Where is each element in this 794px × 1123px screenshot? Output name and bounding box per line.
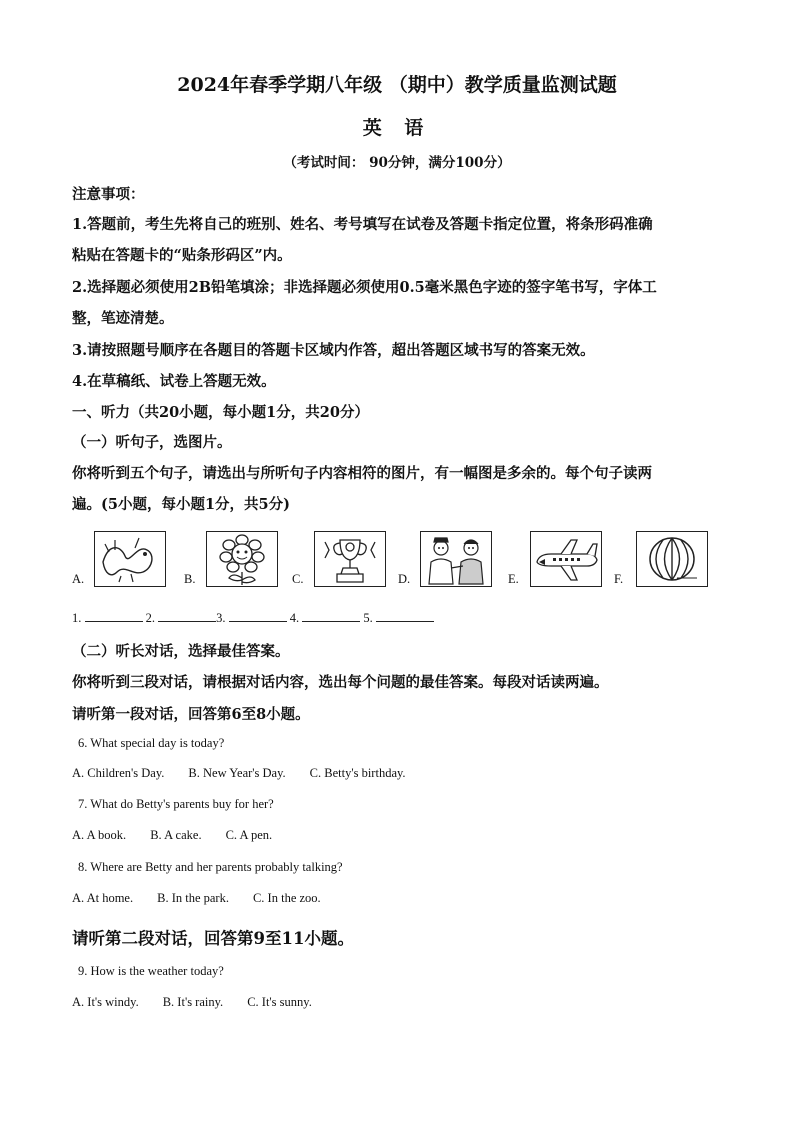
picture-option-a: A. <box>72 531 168 587</box>
doctor-patient-icon <box>420 531 492 587</box>
subject-title: 英 语 <box>362 117 432 139</box>
question-6-options <box>72 766 430 781</box>
part2-instruction: 你将听到三段对话，请根据对话内容，选出每个问题的最佳答案。每段对话读两遍。 <box>72 674 609 691</box>
q6-option-b[interactable]: B. New Year's Day. <box>188 766 286 780</box>
answer-blank-4[interactable] <box>302 609 360 622</box>
dialog2-instruction: 请听第二段对话，回答第9至11小题。 <box>72 929 354 948</box>
q8-option-b[interactable]: B. In the park. <box>157 891 229 905</box>
note-line-3: 2.选择题必须使用2B铅笔填涂；非选择题必须使用0.5毫米黑色字迹的签字笔书写，字体工 <box>72 279 657 296</box>
answer-blanks: 1. 2. 3. 4. 5. <box>72 609 434 626</box>
question-9-options <box>72 995 336 1010</box>
answer-blank-1[interactable] <box>85 609 143 622</box>
answer-blank-3[interactable] <box>229 609 287 622</box>
part1-instruction-1: 你将听到五个句子，请选出与所听句子内容相符的图片，有一幅图是多余的。每个句子读两 <box>72 465 652 482</box>
question-7: 7. What do Betty's parents buy for her? <box>78 797 274 811</box>
airplane-icon <box>530 531 602 587</box>
note-line-5: 3.请按照题号顺序在各题目的答题卡区域内作答，超出答题区域书写的答案无效。 <box>72 342 595 359</box>
q6-option-c[interactable]: C. Betty's birthday. <box>309 766 406 780</box>
q9-option-c[interactable]: C. It's sunny. <box>247 995 312 1009</box>
picture-option-d: D. <box>398 531 498 587</box>
q9-option-a[interactable]: A. It's windy. <box>72 995 139 1009</box>
q8-option-c[interactable]: C. In the zoo. <box>252 891 321 905</box>
question-7-options <box>72 828 296 843</box>
question-9: 9. How is the weather today? <box>78 964 224 978</box>
q6-option-a[interactable]: A. Children's Day. <box>72 766 165 780</box>
picture-option-b: B. <box>184 531 284 587</box>
part1-heading: （一）听句子，选图片。 <box>72 434 232 451</box>
question-8: 8. Where are Betty and her parents probably talking? <box>78 860 343 874</box>
answer-blank-5[interactable] <box>376 609 434 622</box>
q9-option-b[interactable]: B. It's rainy. <box>162 995 224 1009</box>
question-8-options <box>72 891 345 906</box>
question-6: 6. What special day is today? <box>78 736 225 750</box>
part1-instruction-2: 遍。(5小题，每小题1分，共5分) <box>72 496 290 513</box>
note-line-6: 4.在草稿纸、试卷上答题无效。 <box>72 373 276 390</box>
answer-blank-2[interactable] <box>158 609 216 622</box>
picture-option-f: F. <box>614 531 714 587</box>
dialog1-instruction: 请听第一段对话，回答第6至8小题。 <box>72 706 310 723</box>
q7-option-b[interactable]: B. A cake. <box>150 828 202 842</box>
flower-icon <box>206 531 278 587</box>
picture-option-e: E. <box>508 531 604 587</box>
note-line-1: 1.答题前，考生先将自己的班别、姓名、考号填写在试卷及答题卡指定位置，将条形码准确 <box>72 216 653 233</box>
watermelon-icon <box>636 531 708 587</box>
q7-option-c[interactable]: C. A pen. <box>225 828 273 842</box>
exam-time-note: （考试时间： 90分钟，满分100分） <box>283 155 511 171</box>
page-title: 2024年春季学期八年级 （期中）教学质量监测试题 <box>177 74 617 96</box>
q7-option-a[interactable]: A. A book. <box>72 828 127 842</box>
section-heading: 一、听力（共20小题，每小题1分，共20分） <box>72 404 369 421</box>
part2-heading: （二）听长对话，选择最佳答案。 <box>72 643 290 660</box>
q8-option-a[interactable]: A. At home. <box>72 891 134 905</box>
dancing-dragon-icon <box>94 531 166 587</box>
trophy-icon <box>314 531 386 587</box>
note-line-4: 整，笔迹清楚。 <box>72 310 174 327</box>
picture-option-c: C. <box>292 531 392 587</box>
note-line-2: 粘贴在答题卡的“贴条形码区”内。 <box>72 247 292 264</box>
notes-heading: 注意事项： <box>72 186 145 203</box>
